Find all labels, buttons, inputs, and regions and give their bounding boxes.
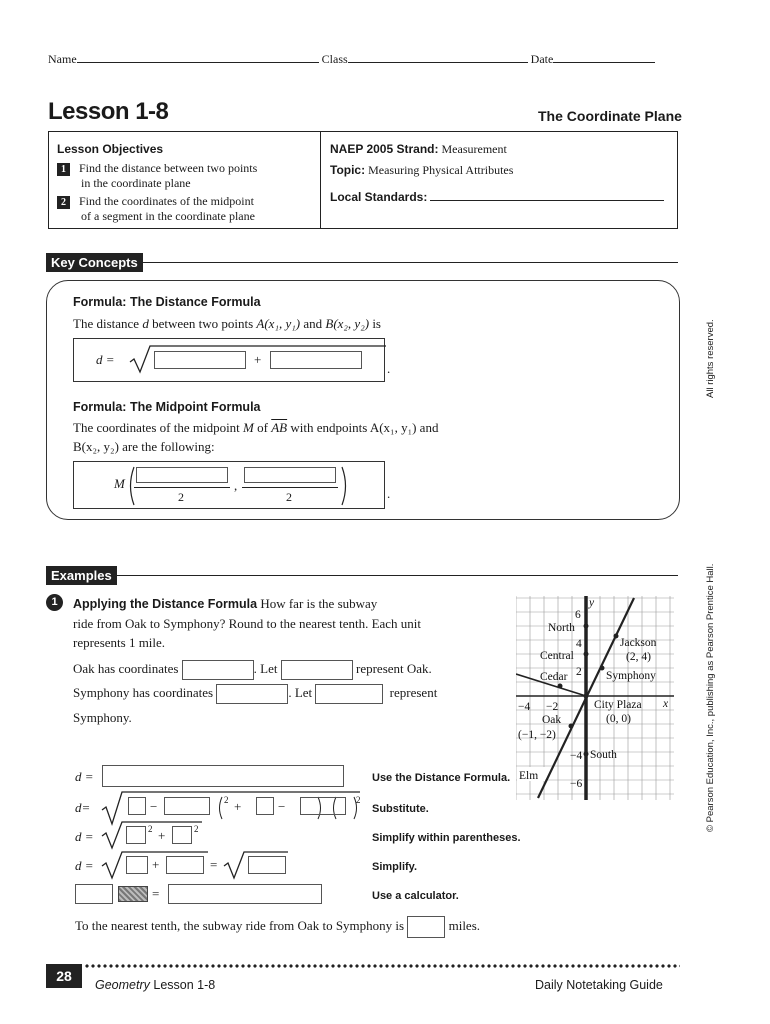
midpoint-numerator-x[interactable] (136, 467, 228, 483)
left-paren-icon (126, 466, 136, 506)
step5-blank-2[interactable] (168, 884, 322, 904)
lesson-title: Lesson 1-8 (48, 98, 169, 125)
date-label: Date (530, 52, 554, 66)
step2-minus-1: − (150, 799, 158, 814)
midpoint-m-label: M (114, 476, 125, 491)
midpoint-m: M (243, 420, 254, 435)
midpoint-text-line2: B(x₂, y₂) are the following: (73, 439, 215, 454)
step2-x2-blank[interactable] (128, 797, 146, 815)
midpoint-line1-pre: The coordinates of the midpoint (73, 420, 240, 435)
fraction-bar-x (134, 487, 230, 488)
distance-and: and (303, 316, 323, 331)
label-city-plaza-coord: (0, 0) (606, 713, 631, 725)
page-number: 28 (46, 964, 82, 988)
hint-calculator: Use a calculator. (372, 890, 459, 902)
step4-d: d = (75, 858, 94, 873)
objectives-table (48, 131, 678, 229)
footer-lesson: Lesson 1-8 (153, 978, 216, 992)
example-question (73, 594, 421, 652)
distance-point-a: A(x₁, y₁) (256, 316, 301, 331)
local-standards-row (330, 190, 664, 205)
distance-formula-box (73, 338, 385, 382)
objective-2-line2: of a segment in the coordinate plane (81, 209, 255, 223)
example-question-l2: ride from Oak to Symphony? Round to the nearest tenth. Each unit (73, 616, 422, 631)
objective-1-number-icon: 1 (57, 163, 70, 176)
header-row (48, 52, 688, 67)
topic-row (330, 163, 513, 178)
station-central (584, 652, 589, 657)
example-question-l1: How far is the subway (260, 596, 378, 611)
step2-plus: + (234, 799, 242, 814)
label-central: Central (540, 650, 574, 662)
key-concepts-box (46, 280, 680, 520)
step2-y2-blank[interactable] (256, 797, 274, 815)
example-heading: Applying the Distance Formula (73, 597, 258, 611)
examples-label: Examples (46, 566, 117, 585)
label-north: North (548, 622, 575, 634)
symphony-var-blank[interactable] (315, 684, 383, 704)
tick-y-neg6: −6 (570, 778, 583, 790)
fraction-bar-y (242, 487, 338, 488)
midpoint-period: . (387, 486, 391, 501)
label-cedar: Cedar (540, 671, 568, 683)
step1-d: d = (75, 769, 94, 784)
midpoint-segment-ab: $\overline{AB}$ (271, 420, 288, 435)
tick-y-2: 2 (576, 666, 582, 678)
local-standards-field[interactable] (430, 200, 664, 201)
tick-y-4: 4 (576, 638, 582, 650)
y-axis-label: y (589, 597, 595, 609)
hint-simplify-parentheses: Simplify within parentheses. (372, 832, 521, 844)
distance-point-b: B(x₂, y₂) (325, 316, 370, 331)
midpoint-denominator-x: 2 (178, 490, 184, 504)
station-south (584, 752, 589, 757)
right-paren-icon (340, 466, 350, 506)
distance-formula-text: The distance d between two points A(x₁, y₁) and B(x₂, y₂) is (73, 316, 381, 331)
step3-d: d = (75, 829, 94, 844)
step4-blank-2[interactable] (166, 856, 204, 874)
objective-1-line2: in the coordinate plane (81, 176, 191, 190)
represent-oak: represent Oak. (356, 660, 432, 676)
copyright-text: © Pearson Education, Inc., publishing as Pearson Prentice Hall. (705, 563, 716, 832)
step3-sq-2: 2 (194, 824, 199, 834)
naep-label: NAEP 2005 Strand: (330, 142, 439, 156)
class-label: Class (321, 52, 348, 66)
tick-x-neg2: −2 (546, 701, 559, 713)
footer-book-lesson (95, 978, 215, 992)
example-question-l3: represents 1 mile. (73, 635, 166, 650)
station-jackson (614, 634, 619, 639)
midpoint-line1-post: with endpoints A(x₁, y₁) and (290, 420, 439, 435)
objective-1-line1: Find the distance between two points (79, 161, 258, 175)
conclusion-post: miles. (448, 917, 481, 933)
distance-d-label: d = (96, 352, 115, 367)
step3-blank-2[interactable] (172, 826, 192, 844)
objectives-divider (320, 132, 321, 228)
footer-book: Geometry (95, 978, 150, 992)
midpoint-formula-box (73, 461, 385, 509)
calculator-key-icon (118, 886, 148, 902)
rights-text: All rights reserved. (705, 319, 716, 398)
objective-2-line1: Find the coordinates of the midpoint (79, 194, 254, 208)
symphony-coords-blank[interactable] (216, 684, 288, 704)
step2-x1-blank[interactable] (164, 797, 210, 815)
station-cedar (558, 684, 563, 689)
step4-blank-1[interactable] (126, 856, 148, 874)
symphony-word: Symphony. (73, 710, 132, 725)
conclusion-pre: To the nearest tenth, the subway ride from Oak to Symphony is (75, 917, 405, 933)
objective-2 (57, 194, 255, 223)
hint-distance-formula: Use the Distance Formula. (372, 772, 511, 784)
step4-plus: + (152, 857, 160, 872)
label-jackson: Jackson (620, 637, 657, 649)
step3-sq-1: 2 (148, 824, 153, 834)
oak-coords-label: Oak has coordinates (73, 660, 179, 676)
step2-sq-1: 2 (224, 795, 229, 805)
hint-substitute: Substitute. (372, 803, 429, 815)
distance-text-pre: The distance (73, 316, 140, 331)
hint-simplify: Simplify. (372, 861, 418, 873)
examples-rule (48, 575, 678, 576)
label-symphony: Symphony (606, 670, 656, 682)
let-label-2: . Let (288, 684, 313, 700)
distance-period: . (387, 361, 391, 376)
symphony-coords-label: Symphony has coordinates (73, 684, 214, 700)
let-label-1: . Let (253, 660, 278, 676)
station-city-plaza (584, 694, 589, 699)
label-elm: Elm (519, 770, 539, 782)
objective-1 (57, 161, 257, 190)
topic-value: Measuring Physical Attributes (368, 163, 514, 177)
label-south: South (590, 749, 617, 761)
distance-blank-1[interactable] (154, 351, 246, 369)
midpoint-numerator-y[interactable] (244, 467, 336, 483)
conclusion-row (75, 916, 480, 938)
footer-guide: Daily Notetaking Guide (535, 978, 663, 992)
midpoint-text-line1 (73, 420, 438, 436)
station-symphony (600, 666, 605, 671)
label-city-plaza: City Plaza (594, 699, 642, 711)
distance-plus: + (254, 352, 262, 367)
station-oak (569, 724, 574, 729)
key-concepts-label: Key Concepts (46, 253, 143, 272)
class-field[interactable] (348, 62, 528, 63)
conclusion-blank[interactable] (407, 916, 445, 938)
naep-value: Measurement (441, 142, 507, 156)
local-standards-label: Local Standards: (330, 190, 428, 204)
name-field[interactable] (77, 62, 319, 63)
tick-x-neg4: −4 (518, 701, 531, 713)
coordinate-graph (516, 596, 674, 800)
footer-dots (84, 963, 680, 969)
oak-coords-blank[interactable] (182, 660, 254, 680)
x-axis-label: x (663, 698, 669, 710)
lesson-topic-title: The Coordinate Plane (538, 108, 682, 124)
oak-coords-row (73, 660, 432, 680)
naep-row (330, 142, 507, 157)
label-jackson-coord: (2, 4) (626, 651, 651, 663)
step4-equals: = (210, 857, 218, 872)
symphony-coords-row (73, 684, 437, 704)
distance-is: is (372, 316, 381, 331)
midpoint-denominator-y: 2 (286, 490, 292, 504)
step5-equals: = (152, 886, 160, 901)
objectives-heading: Lesson Objectives (57, 142, 164, 156)
midpoint-formula-heading: Formula: The Midpoint Formula (73, 400, 261, 414)
step1-blank[interactable] (102, 765, 344, 787)
example-number-icon: 1 (46, 594, 63, 611)
station-north (584, 624, 589, 629)
represent-label: represent (389, 684, 438, 700)
objective-2-number-icon: 2 (57, 196, 70, 209)
step2-minus-2: − (278, 799, 286, 814)
midpoint-comma: , (234, 478, 238, 493)
topic-label: Topic: (330, 163, 366, 177)
oak-var-blank[interactable] (281, 660, 353, 680)
step4-blank-3[interactable] (248, 856, 286, 874)
step2-sq-2: 2 (356, 795, 361, 805)
tick-y-6: 6 (575, 609, 581, 621)
distance-text-mid: between two points (152, 316, 254, 331)
step3-plus: + (158, 828, 166, 843)
distance-formula-heading: Formula: The Distance Formula (73, 295, 261, 309)
step3-blank-1[interactable] (126, 826, 146, 844)
label-oak: Oak (542, 714, 562, 726)
distance-blank-2[interactable] (270, 351, 362, 369)
name-label: Name (48, 52, 77, 66)
date-field[interactable] (553, 62, 655, 63)
midpoint-of: of (257, 420, 268, 435)
label-oak-coord: (−1, −2) (518, 729, 556, 741)
step5-blank-1[interactable] (75, 884, 113, 904)
tick-y-neg4: −4 (570, 750, 583, 762)
step2-y1-blank[interactable] (300, 797, 346, 815)
step2-d: d= (75, 800, 91, 815)
